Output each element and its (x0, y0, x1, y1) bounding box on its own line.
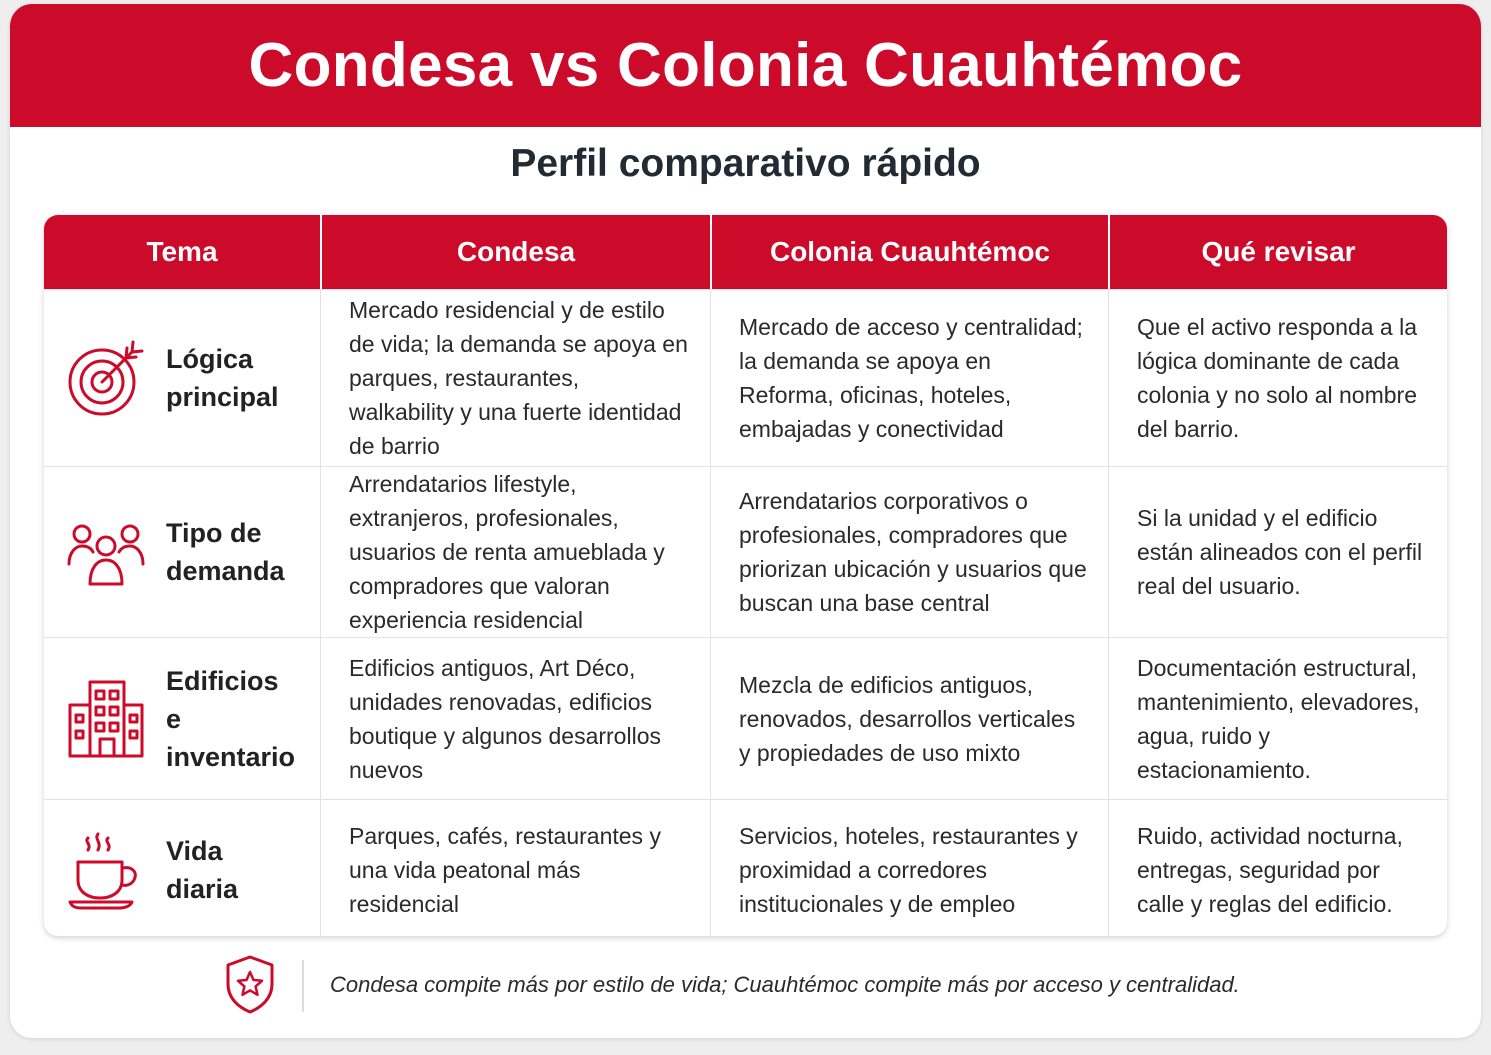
target-icon (66, 338, 146, 418)
table-row (44, 799, 1447, 936)
page-title: Condesa vs Colonia Cuauhtémoc (248, 31, 1243, 100)
revisar-cell: Si la unidad y el edificio están alineados con el perfil real del usuario. (1108, 467, 1447, 637)
footer (10, 954, 1481, 1014)
page-subtitle: Perfil comparativo rápido (510, 142, 981, 185)
condesa-cell: Mercado residencial y de estilo de vida; la demanda se apoya en parques, restaurantes, walkability y una fuerte identidad de barrio (320, 290, 710, 466)
cuauhtemoc-cell: Mercado de acceso y centralidad; la demanda se apoya en Reforma, oficinas, hoteles, embajadas y conectividad (710, 290, 1108, 466)
header-tema: Tema (146, 236, 218, 267)
topic-cell (44, 638, 320, 799)
topic-label: Lógica principal (166, 344, 279, 412)
condesa-cell: Arrendatarios lifestyle, extranjeros, profesionales, usuarios de renta amueblada y compradores que valoran experiencia residencial (320, 467, 710, 637)
footer-divider (302, 960, 304, 1012)
header-cuauhtemoc: Colonia Cuauhtémoc (710, 215, 1108, 289)
revisar-cell: Que el activo responda a la lógica dominante de cada colonia y no solo al nombre del barrio. (1108, 290, 1447, 466)
topic-label: Edificios e inventario (166, 665, 296, 772)
people-icon (66, 512, 146, 592)
infographic-card (10, 4, 1481, 1038)
condesa-cell: Parques, cafés, restaurantes y una vida peatonal más residencial (320, 800, 710, 936)
cuauhtemoc-cell: Servicios, hoteles, restaurantes y proximidad a corredores institucionales y de empleo (710, 800, 1108, 936)
table-row (44, 466, 1447, 637)
title-banner (10, 4, 1481, 127)
table-header (44, 215, 1447, 289)
table-row (44, 637, 1447, 799)
revisar-cell: Documentación estructural, mantenimiento, elevadores, agua, ruido y estacionamiento. (1108, 638, 1447, 799)
cuauhtemoc-cell: Arrendatarios corporativos o profesionales, compradores que priorizan ubicación y usuarios que buscan una base central (710, 467, 1108, 637)
topic-cell (44, 800, 320, 936)
topic-label: Tipo de demanda (166, 518, 285, 586)
cuauhtemoc-cell: Mezcla de edificios antiguos, renovados, desarrollos verticales y propiedades de uso mixto (710, 638, 1108, 799)
header-condesa: Condesa (320, 215, 710, 289)
topic-cell (44, 290, 320, 466)
building-icon (66, 679, 146, 759)
condesa-cell: Edificios antiguos, Art Déco, unidades renovadas, edificios boutique y algunos desarrollos nuevos (320, 638, 710, 799)
revisar-cell: Ruido, actividad nocturna, entregas, seguridad por calle y reglas del edificio. (1108, 800, 1447, 936)
footer-note: Condesa compite más por estilo de vida; Cuauhtémoc compite más por acceso y centralidad. (330, 972, 1240, 997)
topic-label: Vida diaria (166, 835, 239, 904)
coffee-cup-icon (66, 830, 146, 910)
topic-cell (44, 467, 320, 637)
shield-star-icon (222, 954, 278, 1014)
comparison-table (44, 215, 1447, 936)
table-row (44, 289, 1447, 466)
header-que-revisar: Qué revisar (1108, 215, 1447, 289)
